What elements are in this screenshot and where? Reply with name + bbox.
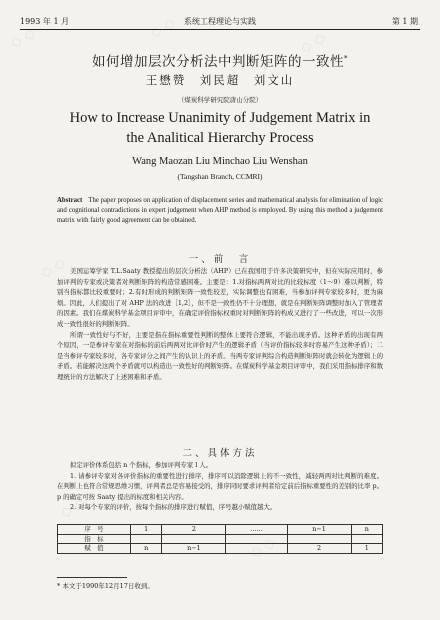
title-english-line1: How to Increase Unanimity of Judgement Matrix in bbox=[69, 110, 371, 126]
paragraph: 拟定评价体系包括 n 个指标，参加评判专家 l 人。 bbox=[70, 461, 213, 469]
watermark: ◇ ◇ bbox=[147, 14, 179, 42]
watermark: ◇ ◇ bbox=[7, 24, 39, 52]
table-row bbox=[58, 544, 383, 554]
list-item: 1. 请参评专家对各评价指标的重要性进行排序，排序可以消除逻辑上的不一致性，减轻两两对比判断的难度。在判断上也符合常规思维习惯，评判者总是容易接受的，排序同时要求评判者给定前后指标重要性的差别的比率 p。p 的确定可按 Saaty 提出的标度和相关内容。 bbox=[57, 471, 383, 501]
watermark: ◇ ◇ bbox=[337, 264, 369, 292]
table-cell bbox=[287, 534, 351, 544]
paragraph: 美国运筹学家 T.L.Saaty 教授提出的层次分析法（AHP）已在我国用于许多决策研究中，但在实际应用时，参加评判的专家或决策者对判断矩阵的构造常感困难。主要是：1.对指标两两对比的比较标度（1～9）难以判断，特别当指标都比较重要时；2.有时形成的判断矩阵一致性较差，实际调整也有困难，当参加评判专家较多时，更为麻烦。因此，人们提出了对 AHP 法的改进［1,2］，但不是一致性仍不十分理想，就是在判断矩阵调整时加入了管理者的因素。我们在煤炭科学基金项目评审中，在确定评价指标权重时对判断矩阵的构成又进行了一些改进，可以一次形成一致性很好的判断矩阵。 bbox=[57, 267, 383, 328]
table-cell: 1 bbox=[351, 544, 382, 554]
watermark: ◇ ◇ bbox=[37, 254, 69, 282]
section-body bbox=[57, 266, 383, 383]
table-cell: 2 bbox=[162, 525, 226, 535]
authors-english: Wang Maozan Liu Minchao Liu Wenshan bbox=[132, 156, 308, 167]
header-date: 1993 年 1 月 bbox=[20, 17, 70, 26]
table-cell: n bbox=[131, 544, 162, 554]
ranking-table bbox=[57, 524, 383, 554]
abstract-text: The paper proposes on application of displacement series and mathematical analysis for elimination of logic and cognitional contradictions in expert judgement when AHP method is employed. By using this method a judgement matrix with fairly good agreement can be obtained. bbox=[57, 197, 383, 224]
title-chinese: 如何增加层次分析法中判断矩阵的一致性* bbox=[92, 54, 348, 70]
section-heading: 一、前 言 bbox=[188, 254, 252, 265]
list-item: 2. 对每个专家的评价，按每个指标的排序进行赋值，序号越小赋值越大。 bbox=[70, 503, 277, 512]
table-cell: 2 bbox=[287, 544, 351, 554]
table-cell: 指 标 bbox=[58, 534, 131, 544]
table-cell: n−1 bbox=[162, 544, 226, 554]
abstract bbox=[57, 196, 383, 226]
table-cell: n−1 bbox=[287, 525, 351, 535]
table-row bbox=[58, 534, 383, 544]
authors-chinese: 王懋赞 刘民超 刘文山 bbox=[145, 73, 295, 87]
section-heading: 二、具体方法 bbox=[182, 448, 258, 459]
affiliation-chinese: （煤炭科学研究院唐山分院） bbox=[177, 96, 263, 104]
affiliation-english: (Tangshan Branch, CCMRI) bbox=[177, 172, 263, 181]
watermark: ◇ ◇ bbox=[57, 494, 89, 522]
header-issue: 第 1 期 bbox=[391, 17, 418, 26]
table-cell bbox=[162, 534, 226, 544]
table-cell bbox=[351, 534, 382, 544]
title-english-line2: the Analitical Hierarchy Process bbox=[126, 130, 314, 146]
table-cell bbox=[226, 544, 287, 554]
header-rule bbox=[20, 29, 420, 30]
table-cell: 序 号 bbox=[58, 525, 131, 535]
paragraph: 所谓一致性好与不好，主要是指在指标重要性判断的整体上要符合逻辑，不能出现矛盾。这种矛盾的出现有两个原因，一是参评专家在对指标的前后两两对比评价时产生的逻辑矛盾（当评价指标较多时容易产生这种矛盾）；二是当参评专家较多时，各专家评分之间产生的认识上的矛盾。当两专家评判综合构造判断矩阵时就会转化为逻辑上的矛盾。若能解决这两个矛盾就可以构造出一致性好的判断矩阵。在煤炭科学基金项目评审中，我们采用指标排序和数理统计的方法解决了上述困难和矛盾。 bbox=[57, 330, 383, 381]
section-body bbox=[57, 460, 383, 513]
header-journal: 系统工程理论与实践 bbox=[184, 17, 256, 26]
footnote-rule bbox=[57, 577, 127, 578]
table-cell bbox=[226, 534, 287, 544]
table-cell: n bbox=[351, 525, 382, 535]
table-cell: …… bbox=[226, 525, 287, 535]
table-cell: 赋 值 bbox=[58, 544, 131, 554]
watermark: ◇ ◇ bbox=[197, 294, 229, 322]
table-cell bbox=[131, 534, 162, 544]
abstract-label: Abstract bbox=[57, 197, 83, 204]
watermark: ◇ ◇ bbox=[297, 29, 329, 57]
table-row bbox=[58, 525, 383, 535]
watermark: ◇ ◇ bbox=[247, 534, 279, 562]
table-cell: 1 bbox=[131, 525, 162, 535]
footnote: * 本文于1990年12月17日收到。 bbox=[57, 582, 154, 590]
